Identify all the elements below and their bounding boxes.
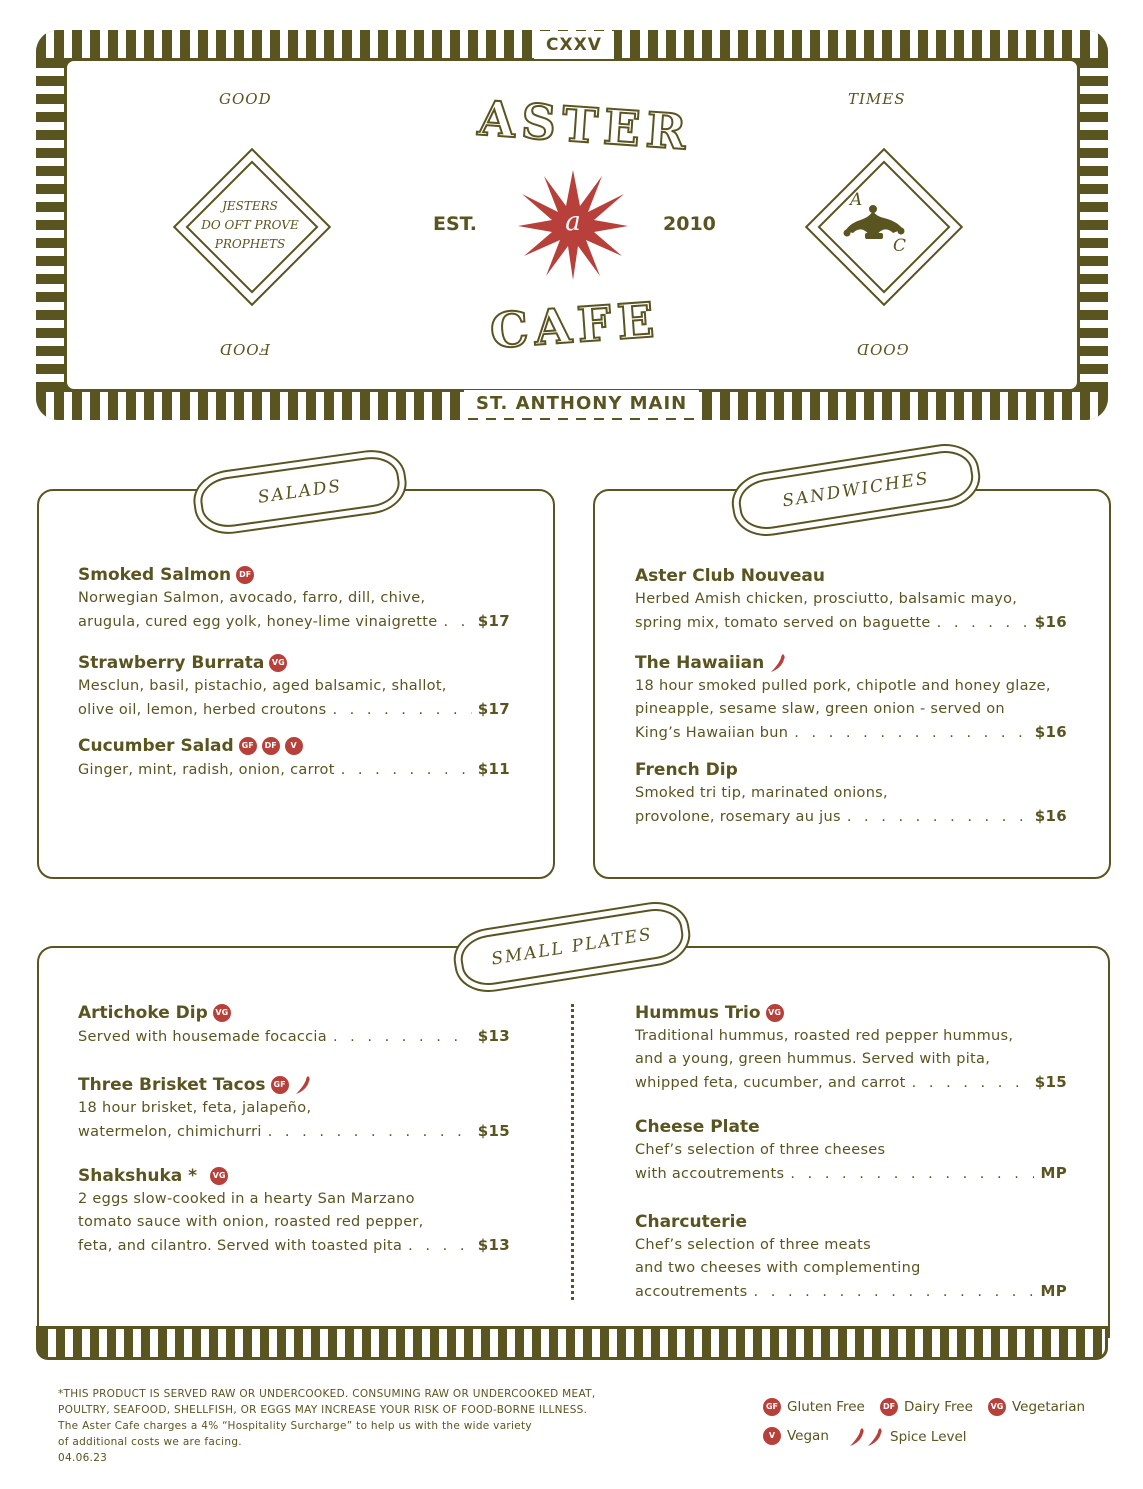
- jester-hat-icon: [843, 203, 905, 243]
- item-desc-line: Chef’s selection of three cheeses: [635, 1142, 886, 1158]
- item-desc-last: Served with housemade focaccia: [78, 1029, 327, 1045]
- item-desc-last: arugula, cured egg yolk, honey-lime vinaigrette: [78, 614, 438, 630]
- item-name: French Dip: [635, 760, 738, 780]
- est-year: 2010: [663, 213, 716, 235]
- item-desc-last: spring mix, tomato served on baguette: [635, 615, 931, 631]
- item-price: $11: [477, 760, 510, 778]
- disclaimer-line: POULTRY, SEAFOOD, SHELLFISH, OR EGGS MAY INCREASE YOUR RISK OF FOOD-BORNE ILLNESS.: [58, 1404, 588, 1416]
- vegan-badge: V: [285, 737, 303, 755]
- header-location-tag: ST. ANTHONY MAIN: [464, 390, 699, 418]
- item-name: Artichoke Dip: [78, 1003, 208, 1023]
- item-desc-line: Traditional hummus, roasted red pepper hummus,: [635, 1028, 1014, 1044]
- menu-item-the-hawaiian: [635, 651, 1067, 745]
- surcharge-line: The Aster Cafe charges a 4% “Hospitality Surcharge” to help us with the wide variety: [58, 1420, 532, 1432]
- item-desc-last: Ginger, mint, radish, onion, carrot: [78, 762, 335, 778]
- vegetarian-badge: VG: [269, 654, 287, 672]
- legend-vegan: V Vegan: [763, 1427, 829, 1445]
- vegetarian-badge: VG: [766, 1004, 784, 1022]
- column-divider: [571, 1004, 574, 1300]
- item-desc-last: with accoutrements: [635, 1166, 785, 1182]
- menu-date: 04.06.23: [58, 1452, 108, 1464]
- surcharge-line: of additional costs we are facing.: [58, 1436, 242, 1448]
- sandwiches-banner: SANDWICHES: [736, 447, 977, 533]
- menu-item-strawberry-burrata: [78, 651, 510, 722]
- item-desc-last: accoutrements: [635, 1284, 748, 1300]
- item-price: $13: [477, 1027, 510, 1045]
- item-price: $15: [477, 1122, 510, 1140]
- header-top-tag: CXXV: [534, 31, 614, 59]
- emblem-letter: a: [565, 207, 581, 237]
- motto-text: [170, 197, 330, 254]
- vegan-badge: V: [763, 1427, 781, 1445]
- brand-cafe: CAFE: [488, 292, 662, 360]
- item-price: $16: [1034, 613, 1067, 631]
- item-desc-line: 18 hour smoked pulled pork, chipotle and honey glaze,: [635, 678, 1051, 694]
- item-price: $16: [1034, 807, 1067, 825]
- chili-pepper-icon: [769, 653, 787, 673]
- item-desc-last: olive oil, lemon, herbed croutons: [78, 702, 327, 718]
- item-desc-line: Norwegian Salmon, avocado, farro, dill, chive,: [78, 590, 426, 606]
- item-desc-line: 18 hour brisket, feta, jalapeño,: [78, 1100, 312, 1116]
- item-desc-last: whipped feta, cucumber, and carrot: [635, 1075, 906, 1091]
- item-desc-last: watermelon, chimichurri: [78, 1124, 262, 1140]
- motto-line-3: PROPHETS: [214, 237, 286, 251]
- item-desc-last: feta, and cilantro. Served with toasted pita: [78, 1238, 403, 1254]
- est-label: EST.: [433, 213, 477, 235]
- item-desc-line: and a young, green hummus. Served with pita,: [635, 1051, 991, 1067]
- footer-disclaimer: [58, 1386, 595, 1466]
- item-name: Charcuterie: [635, 1212, 748, 1232]
- salads-banner: SALADS: [197, 453, 402, 530]
- item-price: MP: [1040, 1282, 1067, 1300]
- menu-item-hummus-trio: [635, 1001, 1067, 1095]
- item-name: Three Brisket Tacos: [78, 1075, 266, 1095]
- menu-item-french-dip: [635, 758, 1067, 829]
- item-price: MP: [1040, 1164, 1067, 1182]
- item-price: $15: [1034, 1073, 1067, 1091]
- word-food: FOOD: [219, 340, 271, 358]
- small-plates-banner: SMALL PLATES: [457, 905, 686, 989]
- gluten-free-badge: GF: [239, 737, 257, 755]
- word-good: GOOD: [219, 90, 272, 108]
- brand-aster: ASTER: [476, 90, 694, 162]
- item-name: Cucumber Salad: [78, 736, 234, 756]
- item-name: Aster Club Nouveau: [635, 566, 825, 586]
- menu-item-brisket-tacos: [78, 1073, 510, 1144]
- disclaimer-line: *THIS PRODUCT IS SERVED RAW OR UNDERCOOKED. CONSUMING RAW OR UNDERCOOKED MEAT,: [58, 1388, 596, 1400]
- legend-dairy-free: DF Dairy Free: [880, 1398, 973, 1416]
- item-price: $16: [1034, 723, 1067, 741]
- dairy-free-badge: DF: [262, 737, 280, 755]
- menu-item-artichoke-dip: [78, 1001, 510, 1049]
- menu-item-cucumber-salad: [78, 734, 510, 782]
- dairy-free-badge: DF: [236, 566, 254, 584]
- motto-line-1: JESTERS: [222, 199, 278, 213]
- motto-line-2: DO OFT PROVE: [201, 218, 299, 232]
- spice-level-icon: [848, 1427, 884, 1447]
- vegetarian-badge: VG: [210, 1167, 228, 1185]
- gluten-free-badge: GF: [763, 1398, 781, 1416]
- menu-item-charcuterie: [635, 1210, 1067, 1304]
- menu-item-aster-club: [635, 564, 1067, 635]
- menu-item-smoked-salmon: [78, 563, 510, 634]
- word-times: TIMES: [848, 90, 906, 108]
- gluten-free-badge: GF: [271, 1076, 289, 1094]
- item-desc-last: King’s Hawaiian bun: [635, 725, 789, 741]
- item-desc-line: 2 eggs slow-cooked in a hearty San Marzano: [78, 1191, 415, 1207]
- item-name: Shakshuka *: [78, 1166, 198, 1186]
- item-name: Strawberry Burrata: [78, 653, 265, 673]
- item-price: $17: [477, 612, 510, 630]
- chili-pepper-icon: [294, 1075, 312, 1095]
- legend-spice-level: Spice Level: [848, 1427, 967, 1447]
- vegetarian-badge: VG: [988, 1398, 1006, 1416]
- item-desc-line: Mesclun, basil, pistachio, aged balsamic, shallot,: [78, 678, 447, 694]
- item-desc-line: tomato sauce with onion, roasted red pepper,: [78, 1214, 424, 1230]
- item-desc-last: provolone, rosemary au jus: [635, 809, 841, 825]
- menu-item-cheese-plate: [635, 1115, 1067, 1186]
- menu-item-shakshuka: [78, 1164, 510, 1258]
- vegetarian-badge: VG: [213, 1004, 231, 1022]
- word-good-inverted: GOOD: [856, 340, 909, 358]
- legend-vegetarian: VG Vegetarian: [988, 1398, 1085, 1416]
- bottom-stripe-border: [36, 1326, 1108, 1360]
- item-price: $17: [477, 700, 510, 718]
- item-price: $13: [477, 1236, 510, 1254]
- item-name: Hummus Trio: [635, 1003, 761, 1023]
- item-desc-line: Chef’s selection of three meats: [635, 1237, 871, 1253]
- monogram-c: C: [893, 236, 908, 256]
- dairy-free-badge: DF: [880, 1398, 898, 1416]
- item-desc-line: pineapple, sesame slaw, green onion - served on: [635, 701, 1005, 717]
- monogram-a: A: [850, 190, 864, 210]
- item-name: The Hawaiian: [635, 653, 765, 673]
- item-name: Smoked Salmon: [78, 565, 232, 585]
- legend-gluten-free: GF Gluten Free: [763, 1398, 865, 1416]
- item-name: Cheese Plate: [635, 1117, 760, 1137]
- item-desc-line: Herbed Amish chicken, prosciutto, balsamic mayo,: [635, 591, 1018, 607]
- item-desc-line: and two cheeses with complementing: [635, 1260, 921, 1276]
- item-desc-line: Smoked tri tip, marinated onions,: [635, 785, 888, 801]
